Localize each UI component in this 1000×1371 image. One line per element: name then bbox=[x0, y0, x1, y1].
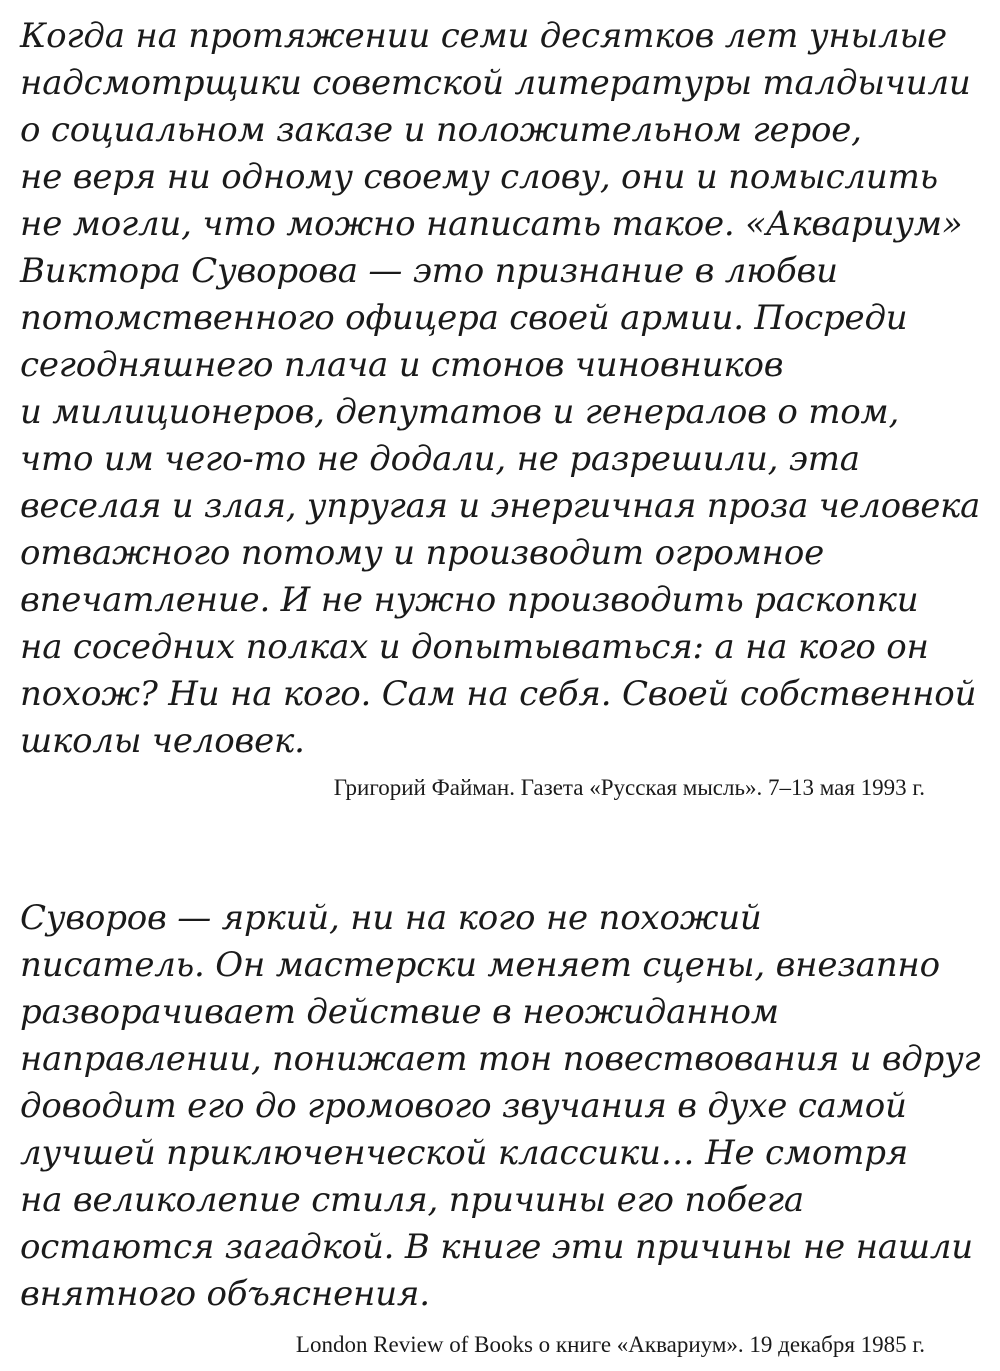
quote-line: доводит его до громового звучания в духе самой bbox=[20, 1086, 907, 1126]
quote-line: Когда на протяжении семи десятков лет унылые bbox=[20, 16, 947, 56]
quote-line: Виктора Суворова — это признание в любви bbox=[20, 251, 838, 291]
review-quote bbox=[20, 13, 980, 765]
review-attribution: London Review of Books о книге «Аквариум». 19 декабря 1985 г. bbox=[295, 1332, 925, 1357]
quote-line: не веря ни одному своему слову, они и помыслить bbox=[20, 157, 938, 197]
quote-line: похож? Ни на кого. Сам на себя. Своей собственной bbox=[20, 674, 977, 714]
quote-line: на соседних полках и допытываться: а на кого он bbox=[20, 627, 929, 667]
review-quote bbox=[20, 895, 980, 1318]
quote-line: остаются загадкой. В книге эти причины не нашли bbox=[20, 1227, 973, 1267]
quote-line: впечатление. И не нужно производить раскопки bbox=[20, 580, 919, 620]
quote-line: что им чего-то не додали, не разрешили, эта bbox=[20, 439, 860, 479]
quote-line: школы человек. bbox=[20, 721, 305, 761]
quote-line: отважного потому и производит огромное bbox=[20, 533, 825, 573]
quote-line: надсмотрщики советской литературы талдычили bbox=[20, 63, 971, 103]
quote-line: писатель. Он мастерски меняет сцены, внезапно bbox=[20, 945, 940, 985]
quote-line: Суворов — яркий, ни на кого не похожий bbox=[20, 898, 762, 938]
quote-line: направлении, понижает тон повествования и вдруг bbox=[20, 1039, 981, 1079]
quote-line: веселая и злая, упругая и энергичная проза человека bbox=[20, 486, 981, 526]
review-attribution: Григорий Файман. Газета «Русская мысль». 7–13 мая 1993 г. bbox=[333, 775, 925, 800]
quote-line: внятного объяснения. bbox=[20, 1274, 430, 1314]
quote-line: сегодняшнего плача и стонов чиновников bbox=[20, 345, 784, 385]
quote-line: лучшей приключенческой классики… Не смотря bbox=[20, 1133, 909, 1173]
quote-line: о социальном заказе и положительном герое, bbox=[20, 110, 862, 150]
quote-line: и милиционеров, депутатов и генералов о том, bbox=[20, 392, 900, 432]
quote-line: разворачивает действие в неожиданном bbox=[20, 992, 779, 1032]
quote-line: потомственного офицера своей армии. Посреди bbox=[20, 298, 908, 338]
quote-line: не могли, что можно написать такое. «Аквариум» bbox=[20, 204, 963, 244]
quote-line: на великолепие стиля, причины его побега bbox=[20, 1180, 804, 1220]
